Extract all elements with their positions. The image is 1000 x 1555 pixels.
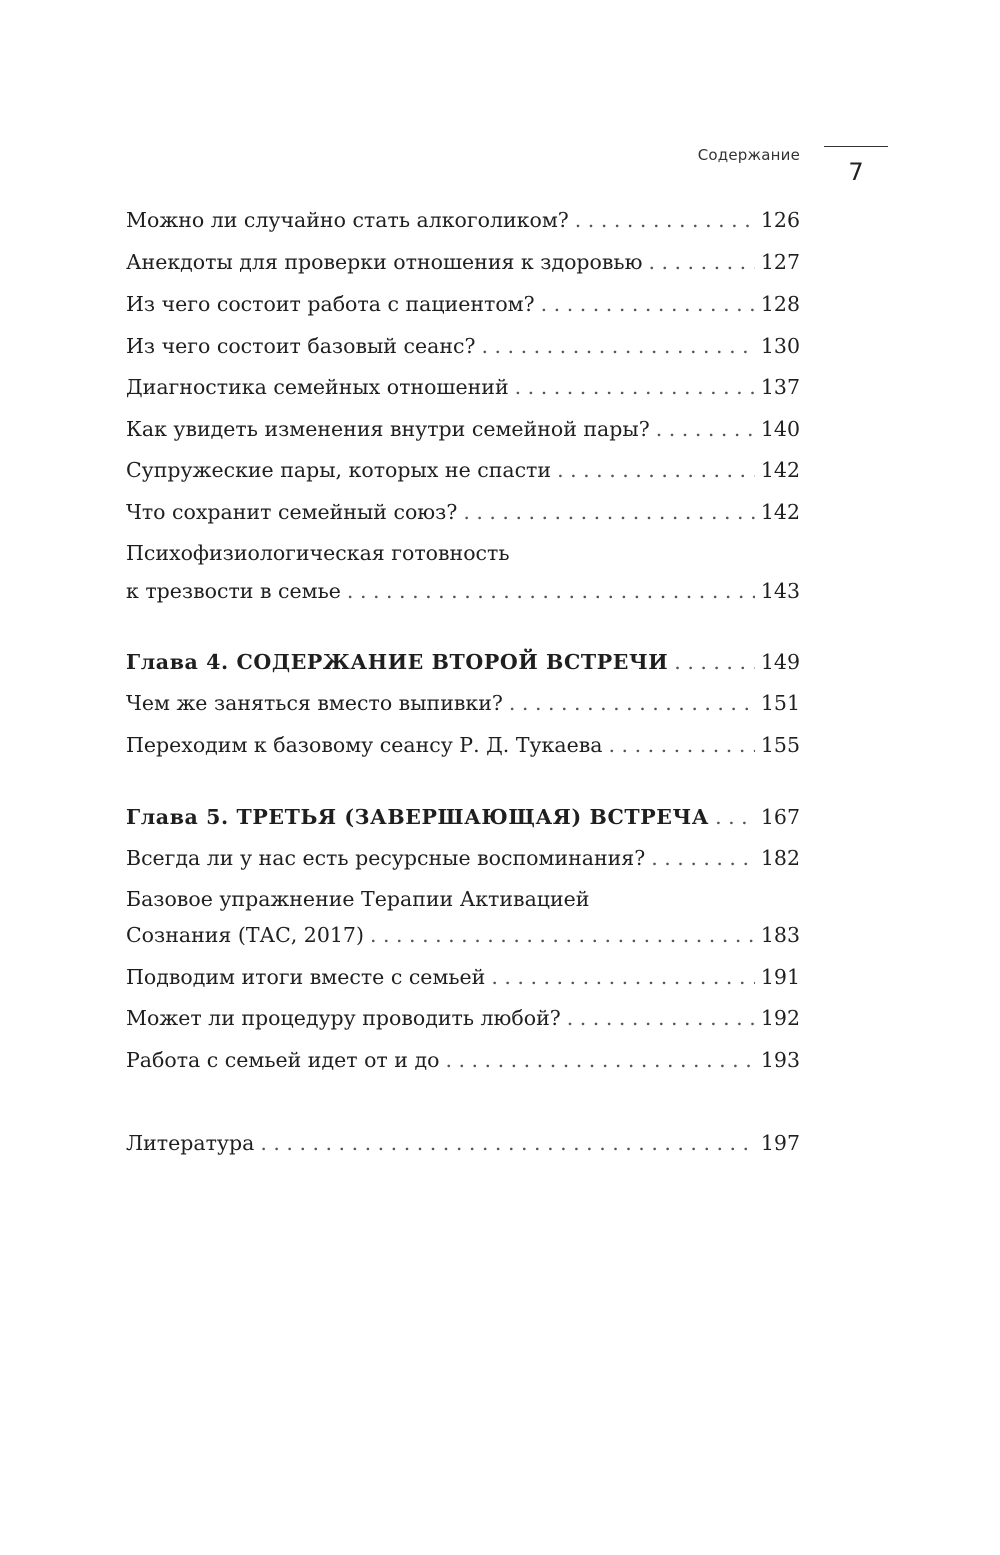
toc-entry[interactable] <box>126 492 800 533</box>
toc-entry-page: 126 <box>760 208 800 232</box>
dot-leader <box>445 1040 754 1081</box>
toc-entry-title: Как увидеть изменения внутри семейной пары? <box>126 417 650 441</box>
toc-entry[interactable] <box>126 957 800 998</box>
toc-entry-title: Можно ли случайно стать алкоголиком? <box>126 208 569 232</box>
toc-entry-title: Литература <box>126 1131 255 1155</box>
toc-entry-title: Диагностика семейных отношений <box>126 375 509 399</box>
toc-entry-page: 192 <box>760 1006 800 1030</box>
toc-entry[interactable] <box>126 1040 800 1081</box>
toc-chapter-entry[interactable] <box>126 797 800 838</box>
running-title: Содержание <box>697 146 800 164</box>
dot-leader <box>567 998 755 1039</box>
dot-leader <box>674 642 755 683</box>
toc-entry[interactable] <box>126 838 800 879</box>
chapter-title: Глава 5. ТРЕТЬЯ (ЗАВЕРШАЮЩАЯ) ВСТРЕЧА <box>126 805 710 829</box>
toc-entry-title: Может ли процедуру проводить любой? <box>126 1006 561 1030</box>
toc-entry-page: 128 <box>760 292 800 316</box>
toc-entry-title: Анекдоты для проверки отношения к здоровью <box>126 250 643 274</box>
toc-entry-title-line2: Сознания (ТАС, 2017) <box>126 923 364 947</box>
toc-entry-page: 155 <box>760 733 800 757</box>
toc-entry[interactable] <box>126 1123 800 1164</box>
toc-entry[interactable] <box>126 725 800 766</box>
dot-leader <box>463 492 755 533</box>
page-number: 7 <box>848 158 864 186</box>
toc-entry[interactable] <box>126 200 800 241</box>
toc-entry-title-line1: Психофизиологическая готовность <box>126 541 510 565</box>
toc-entry-title: Что сохранит семейный союз? <box>126 500 458 524</box>
dot-leader <box>541 284 755 325</box>
toc-entry[interactable] <box>126 284 800 325</box>
toc-entry-page: 191 <box>760 965 800 989</box>
toc-entry-page: 182 <box>760 846 800 870</box>
toc-entry-page: 142 <box>760 500 800 524</box>
toc-entry-title: Супружеские пары, которых не спасти <box>126 458 552 482</box>
dot-leader <box>481 326 754 367</box>
toc-entry-page: 151 <box>760 691 800 715</box>
toc-entry-title: Из чего состоит работа с пациентом? <box>126 292 535 316</box>
toc-entry-page: 149 <box>760 650 800 674</box>
toc-entry-title: Всегда ли у нас есть ресурсные воспоминания? <box>126 846 646 870</box>
dot-leader <box>557 450 755 491</box>
dot-leader <box>609 725 755 766</box>
toc-entry-title: Работа с семьей идет от и до <box>126 1048 440 1072</box>
toc-chapter-entry[interactable] <box>126 642 800 683</box>
dot-leader <box>509 683 755 724</box>
toc-entry[interactable] <box>126 879 800 956</box>
toc-entry-page: 197 <box>760 1131 800 1155</box>
dot-leader <box>370 915 755 956</box>
toc-entry[interactable] <box>126 409 800 450</box>
toc-entry[interactable] <box>126 683 800 724</box>
dot-leader <box>648 242 754 283</box>
toc-entry[interactable] <box>126 450 800 491</box>
toc-entry-title-line1: Базовое упражнение Терапии Активацией <box>126 887 590 911</box>
dot-leader <box>656 409 755 450</box>
toc-entry[interactable] <box>126 533 800 612</box>
header-rule <box>824 146 888 147</box>
toc-entry-title: Подводим итоги вместе с семьей <box>126 965 486 989</box>
dot-leader <box>347 571 755 612</box>
dot-leader <box>260 1123 755 1164</box>
dot-leader <box>491 957 755 998</box>
toc-entry-page: 140 <box>760 417 800 441</box>
toc-entry-page: 193 <box>760 1048 800 1072</box>
toc-entry-title: Из чего состоит базовый сеанс? <box>126 334 476 358</box>
toc-entry-page: 143 <box>760 579 800 603</box>
toc-entry-page: 130 <box>760 334 800 358</box>
toc-entry-title: Чем же заняться вместо выпивки? <box>126 691 503 715</box>
toc-entry-page: 127 <box>760 250 800 274</box>
toc-entry[interactable] <box>126 326 800 367</box>
toc-entry-page: 142 <box>760 458 800 482</box>
toc-entry[interactable] <box>126 998 800 1039</box>
toc-entry-page: 137 <box>760 375 800 399</box>
toc-entry[interactable] <box>126 242 800 283</box>
dot-leader <box>715 797 755 838</box>
dot-leader <box>515 367 755 408</box>
toc-entry[interactable] <box>126 367 800 408</box>
chapter-title: Глава 4. СОДЕРЖАНИЕ ВТОРОЙ ВСТРЕЧИ <box>126 650 669 674</box>
toc-entry-title-line2: к трезвости в семье <box>126 579 341 603</box>
toc-entry-page: 183 <box>760 923 800 947</box>
dot-leader <box>575 200 755 241</box>
dot-leader <box>651 838 755 879</box>
toc-entry-title: Переходим к базовому сеансу Р. Д. Тукаева <box>126 733 603 757</box>
toc-entry-page: 167 <box>760 805 800 829</box>
